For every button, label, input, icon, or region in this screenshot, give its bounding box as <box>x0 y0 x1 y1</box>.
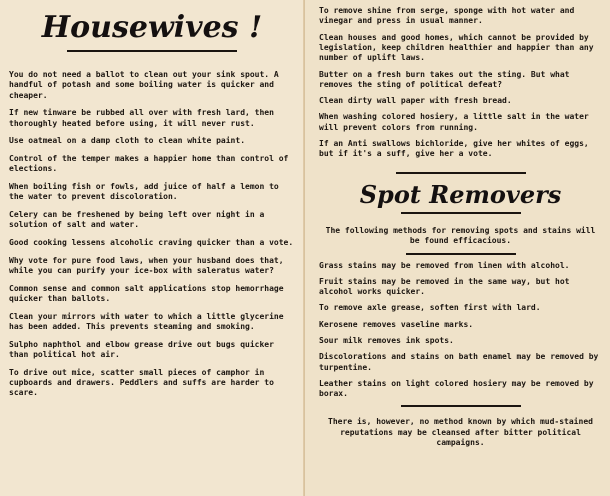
housewives-paragraph: Good cooking lessens alcoholic craving quicker than a vote. <box>9 238 294 247</box>
tip-paragraph: Clean houses and good homes, which cannot be provided by legislation, keep children healthier and happier than any number of uplift laws. <box>319 32 594 63</box>
section-divider <box>396 172 526 174</box>
remover-paragraph: Kerosene removes vaseline marks. <box>319 319 474 329</box>
remover-paragraph: Grass stains may be removed from linen with alcohol. <box>319 260 570 270</box>
closing-divider <box>401 405 521 407</box>
remover-paragraph: Fruit stains may be removed in the same way, but hot alcohol works quicker. <box>319 276 570 297</box>
remover-paragraph: Leather stains on light colored hosiery may be removed by borax. <box>319 378 594 399</box>
housewives-paragraph: Why vote for pure food laws, when your husband does that, while you can purify your ice-box with saleratus water? <box>9 255 284 275</box>
housewives-paragraph: Use oatmeal on a damp cloth to clean white paint. <box>9 136 246 146</box>
housewives-paragraph: You do not need a ballot to clean out your sink spout. A handful of potash and some boiling water is quicker and cheaper. <box>9 70 279 100</box>
housewives-paragraph: If new tinware be rubbed all over with fresh lard, then thoroughly heated before using, it will never rust. <box>9 108 274 128</box>
tip-paragraph: To remove shine from serge, sponge with hot water and vinegar and press in usual manner. <box>319 6 575 26</box>
title-underline <box>67 50 237 52</box>
tip-paragraph: Clean dirty wall paper with fresh bread. <box>319 96 512 106</box>
housewives-title: Housewives ! <box>41 10 263 45</box>
housewives-paragraph: Celery can be freshened by being left over night in a solution of salt and water. <box>9 210 265 230</box>
housewives-paragraph: Common sense and common salt applications stop hemorrhage quicker than ballots. <box>9 283 284 303</box>
closing-paragraph: There is, however, no method known by which mud-stained reputations may be cleansed after bitter political campaigns. <box>328 417 593 448</box>
right-page <box>305 0 610 496</box>
remover-paragraph: Sour milk removes ink spots. <box>319 335 454 345</box>
spot-removers-title: Spot Removers <box>359 179 562 209</box>
intro-divider <box>406 253 516 255</box>
housewives-paragraph: Clean your mirrors with water to which a little glycerine has been added. This prevents steaming and smoking. <box>9 311 284 331</box>
housewives-paragraph: Control of the temper makes a happier home than control of elections. <box>9 154 289 174</box>
housewives-paragraph: When boiling fish or fowls, add juice of half a lemon to the water to prevent discoloration. <box>9 182 279 202</box>
title-underline <box>401 212 521 214</box>
spot-removers-intro: The following methods for removing spots and stains will be found efficacious. <box>325 225 596 246</box>
housewives-paragraph: To drive out mice, scatter small pieces of camphor in cupboards and drawers. Peddlers and suffs are harder to scare. <box>9 367 274 398</box>
tip-paragraph: When washing colored hosiery, a little salt in the water will prevent colors from running. <box>319 112 589 132</box>
tip-paragraph: Butter on a fresh burn takes out the sting. But what removes the sting of political defeat? <box>319 69 570 90</box>
housewives-paragraph: Sulpho naphthol and elbow grease drive out bugs quicker than political hot air. <box>9 339 274 359</box>
tip-paragraph: If an Anti swallows bichloride, give her whites of eggs, but if it's a suff, give her a vote. <box>319 139 589 159</box>
remover-paragraph: To remove axle grease, soften first with lard. <box>319 303 541 313</box>
remover-paragraph: Discolorations and stains on bath enamel may be removed by turpentine. <box>319 352 599 372</box>
